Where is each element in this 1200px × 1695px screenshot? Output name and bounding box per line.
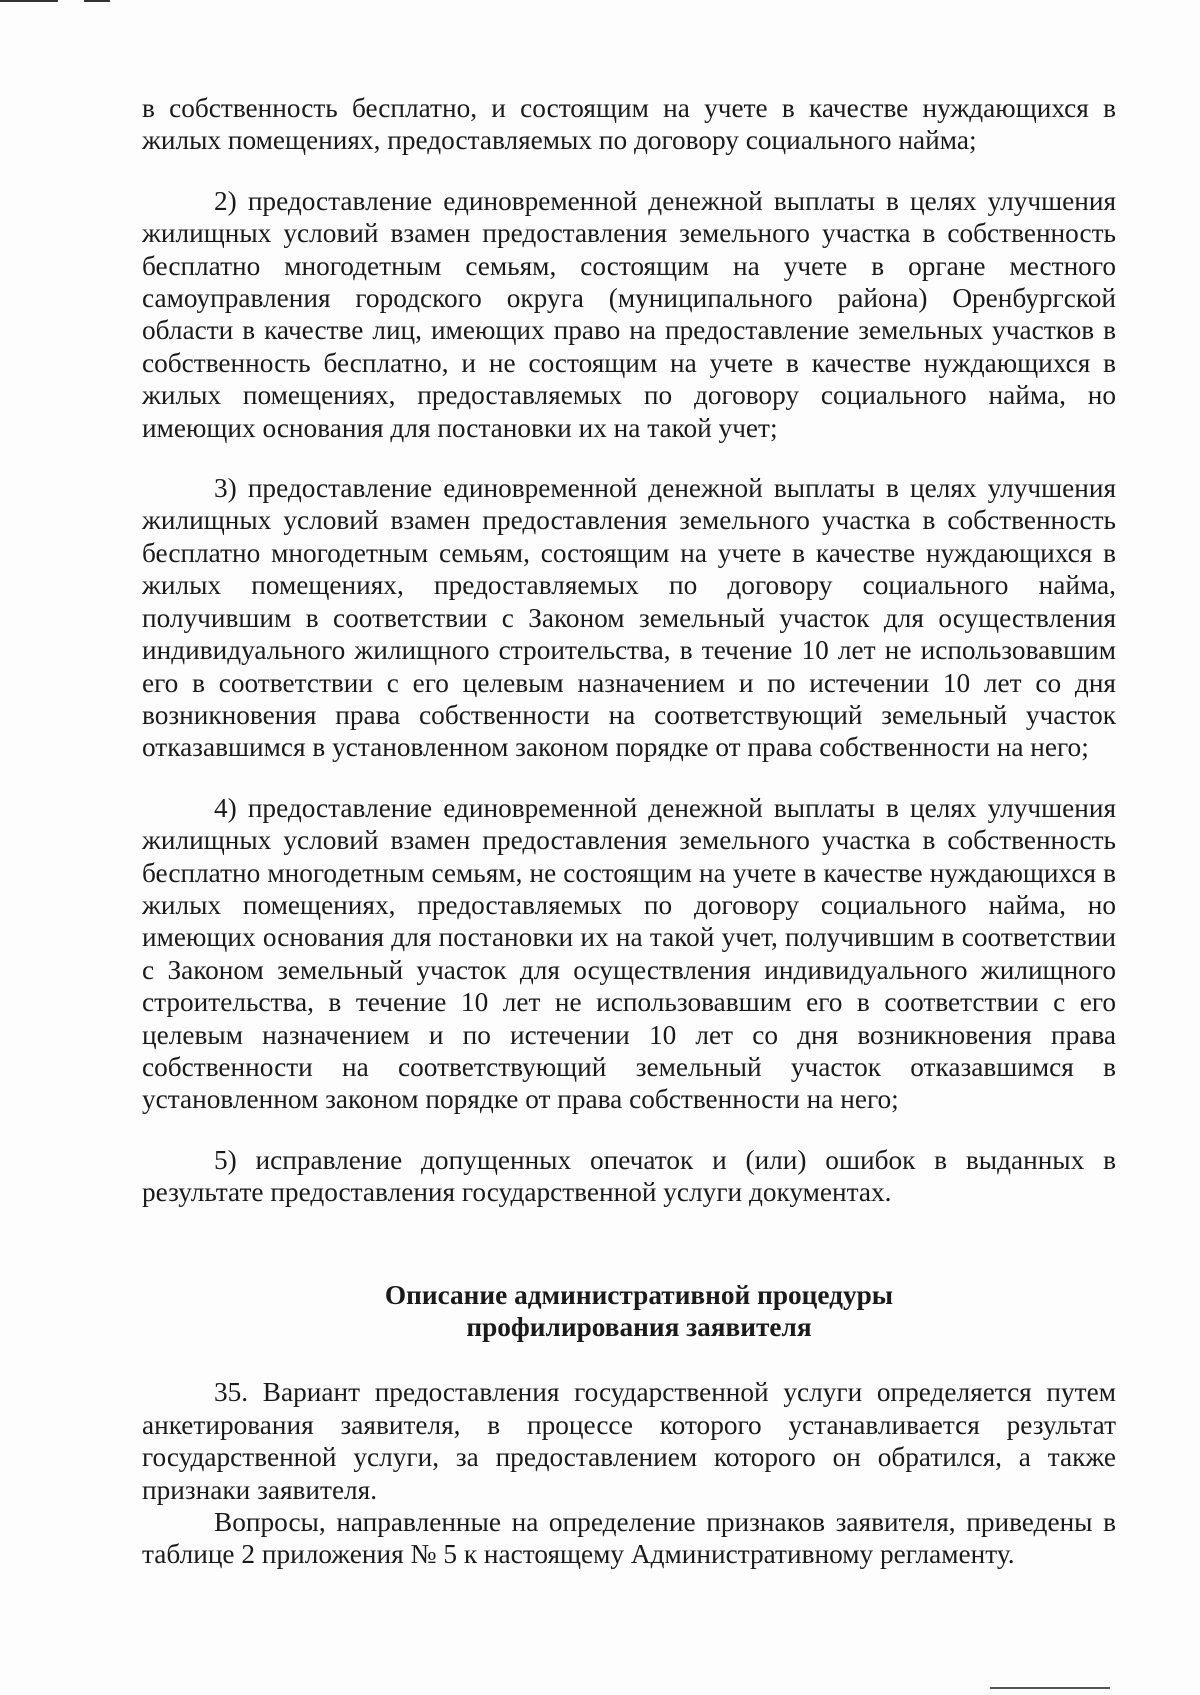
- paragraph-35: 35. Вариант предоставления государственной услуги определяется путем анкетирования заявителя, в процессе которого устанавливается результат государственной услуги, за предоставлением которого он обратился, а также признаки заявителя.: [142, 1377, 1116, 1505]
- paragraph-item-2: 2) предоставление единовременной денежной выплаты в целях улучшения жилищных условий взамен предоставления земельного участка в собственность бесплатно многодетным семьям, состоящим на учете в органе местного самоуправления городского округа (муниципального района) Оренбургской области в качестве лиц, имеющих право на предоставление земельных участков в собственность бесплатно, и не состоящим на учете в качестве нуждающихся в жилых помещениях, предоставляемых по договору социального найма, но имеющих основания для постановки их на такой учет;: [142, 185, 1116, 443]
- scan-edge-mark: [84, 0, 110, 2]
- document-body: [142, 92, 1116, 1571]
- paragraph-item-3: 3) предоставление единовременной денежной выплаты в целях улучшения жилищных условий взамен предоставления земельного участка в собственность бесплатно многодетным семьям, состоящим на учете в качестве нуждающихся в жилых помещениях, предоставляемых по договору социального найма, получившим в соответствии с Законом земельный участок для осуществления индивидуального жилищного строительства, в течение 10 лет не использовавшим его в соответствии с его целевым назначением и по истечении 10 лет со дня возникновения права собственности на соответствующий земельный участок отказавшимся в установленном законом порядке от права собственности на него;: [142, 473, 1116, 763]
- paragraph-item-5: 5) исправление допущенных опечаток и (или) ошибок в выданных в результате предоставления государственной услуги документах.: [142, 1144, 1116, 1208]
- paragraph-continuation: в собственность бесплатно, и состоящим на учете в качестве нуждающихся в жилых помещениях, предоставляемых по договору социального найма;: [142, 93, 1116, 156]
- section-heading: [142, 1279, 1116, 1344]
- scan-edge-mark: [990, 1687, 1110, 1689]
- paragraph-item-4: 4) предоставление единовременной денежной выплаты в целях улучшения жилищных условий взамен предоставления земельного участка в собственность бесплатно многодетным семьям, не состоящим на учете в качестве нуждающихся в жилых помещениях, предоставляемых по договору социального найма, но имеющих основания для постановки их на такой учет, получившим в соответствии с Законом земельный участок для осуществления индивидуального жилищного строительства, в течение 10 лет не использовавшим его в соответствии с его целевым назначением и по истечении 10 лет со дня возникновения права собственности на соответствующий земельный участок отказавшимся в установленном законом порядке от права собственности на него;: [142, 792, 1116, 1115]
- section-heading-line-1: Описание административной процедуры: [384, 1279, 894, 1310]
- paragraph-questions: Вопросы, направленные на определение признаков заявителя, приведены в таблице 2 приложения № 5 к настоящему Административному регламенту.: [142, 1507, 1116, 1570]
- scan-edge-mark: [0, 0, 58, 2]
- section-heading-line-2: профилирования заявителя: [466, 1312, 812, 1342]
